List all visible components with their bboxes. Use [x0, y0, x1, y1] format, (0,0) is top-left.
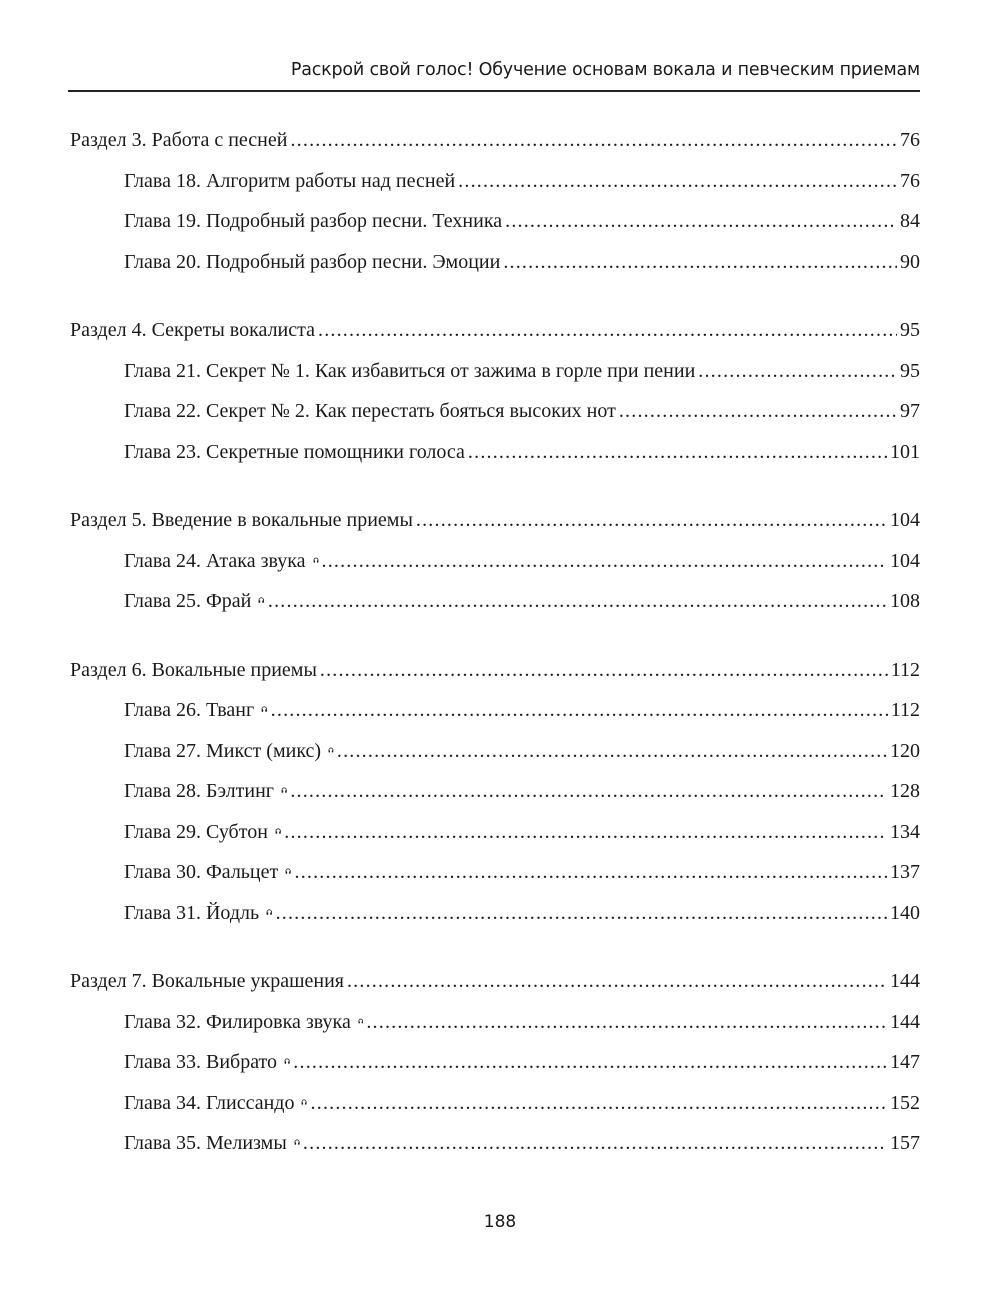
toc-section-entry[interactable] [70, 650, 920, 691]
toc-chapter-entry[interactable] [70, 351, 920, 392]
toc-page-number: 84 [900, 210, 920, 232]
toc-chapter-title: Глава 32. Филировка звука [124, 1010, 351, 1033]
toc-chapter-entry[interactable] [70, 690, 920, 731]
dot-leader [322, 541, 888, 582]
toc-page-number: 144 [890, 970, 920, 992]
toc-chapter-title: Глава 25. Фрай [124, 590, 252, 612]
toc-chapter-title: Глава 22. Секрет № 2. Как перестать бояться высоких нот [124, 400, 616, 422]
toc-chapter-title: Глава 29. Субтон [124, 820, 268, 843]
toc-chapter-entry[interactable] [70, 432, 920, 473]
dot-leader [458, 161, 897, 202]
toc-chapter-entry[interactable] [70, 893, 920, 934]
toc-page-number: 76 [900, 129, 920, 151]
dot-leader [271, 690, 888, 731]
toc-chapter-title: Глава 19. Подробный разбор песни. Техника [124, 210, 503, 232]
toc-section-entry[interactable] [70, 500, 920, 541]
headphones-icon [275, 824, 281, 838]
toc-page-number: 137 [890, 861, 920, 883]
toc-page-number: 128 [890, 780, 920, 802]
toc-section-title: Раздел 7. Вокальные украшения [70, 970, 344, 992]
toc-chapter-title: Глава 18. Алгоритм работы над песней [124, 169, 456, 192]
toc-section-title: Раздел 5. Введение в вокальные приемы [70, 509, 413, 531]
toc-page-number: 97 [900, 400, 920, 422]
toc-chapter-title: Глава 34. Глиссандо [124, 1091, 295, 1114]
toc-page-number: 112 [890, 699, 920, 721]
toc-chapter-title: Глава 20. Подробный разбор песни. Эмоции [124, 250, 501, 273]
dot-leader [416, 500, 887, 541]
toc-section [70, 961, 920, 1164]
toc-section [70, 120, 920, 282]
toc-chapter-title: Глава 23. Секретные помощники голоса [124, 440, 465, 463]
headphones-icon [358, 1014, 364, 1028]
toc-chapter-entry[interactable] [70, 391, 920, 432]
dot-leader [311, 1083, 887, 1124]
running-header [68, 56, 920, 92]
toc-chapter-entry[interactable] [70, 852, 920, 893]
toc-page-number: 120 [890, 739, 920, 762]
headphones-icon [285, 864, 291, 878]
toc-chapter-entry[interactable] [70, 581, 920, 622]
toc-page-number: 104 [890, 509, 920, 531]
toc-chapter-entry[interactable] [70, 161, 920, 202]
toc-section-entry[interactable] [70, 120, 920, 161]
toc-chapter-title: Глава 33. Вибрато [124, 1051, 278, 1073]
toc-page-number: 95 [900, 359, 920, 382]
dot-leader [619, 391, 897, 432]
dot-leader [320, 650, 888, 691]
dot-leader [295, 852, 888, 893]
toc-chapter-entry[interactable] [70, 1083, 920, 1124]
toc-page-number: 101 [890, 440, 920, 463]
toc-section-title: Раздел 3. Работа с песней [70, 129, 288, 151]
toc-chapter-entry[interactable] [70, 1042, 920, 1083]
dot-leader [337, 731, 887, 772]
dot-leader [284, 812, 887, 853]
toc-section-title: Раздел 4. Секреты вокалиста [70, 319, 315, 341]
toc-section-entry[interactable] [70, 310, 920, 351]
toc-chapter-title: Глава 28. Бэлтинг [124, 780, 275, 802]
headphones-icon [328, 743, 334, 757]
headphones-icon [266, 905, 272, 919]
toc-page-number: 112 [890, 658, 920, 681]
dot-leader [468, 432, 887, 473]
toc-chapter-entry[interactable] [70, 731, 920, 772]
toc-page-number: 152 [890, 1091, 920, 1114]
table-of-contents [70, 120, 920, 1192]
toc-chapter-title: Глава 26. Тванг [124, 699, 255, 721]
headphones-icon [294, 1135, 300, 1149]
toc-section-title: Раздел 6. Вокальные приемы [70, 658, 317, 681]
toc-chapter-entry[interactable] [70, 1123, 920, 1164]
dot-leader [366, 1002, 887, 1043]
toc-chapter-title: Глава 30. Фальцет [124, 861, 279, 883]
toc-page-number: 140 [890, 901, 920, 924]
dot-leader [303, 1123, 887, 1164]
toc-chapter-entry[interactable] [70, 242, 920, 283]
toc-chapter-entry[interactable] [70, 1002, 920, 1043]
dot-leader [293, 1042, 887, 1083]
headphones-icon [313, 553, 319, 567]
dot-leader [318, 310, 897, 351]
toc-chapter-title: Глава 27. Микст (микс) [124, 739, 322, 762]
toc-section [70, 310, 920, 472]
dot-leader [347, 961, 887, 1002]
toc-section [70, 500, 920, 622]
toc-chapter-entry[interactable] [70, 541, 920, 582]
running-header-title: Раскрой свой голос! Обучение основам вокала и певческим приемам [290, 60, 920, 80]
headphones-icon [301, 1095, 307, 1109]
toc-chapter-title: Глава 35. Мелизмы [124, 1132, 287, 1154]
headphones-icon [284, 1054, 290, 1068]
toc-chapter-title: Глава 24. Атака звука [124, 549, 306, 572]
toc-page-number: 157 [890, 1132, 920, 1154]
dot-leader [290, 771, 887, 812]
toc-page-number: 108 [890, 590, 920, 612]
toc-section [70, 650, 920, 934]
toc-page-number: 76 [900, 169, 920, 192]
toc-page-number: 144 [890, 1010, 920, 1033]
headphones-icon [258, 593, 265, 607]
dot-leader [505, 201, 897, 242]
toc-page-number: 134 [890, 820, 920, 843]
toc-page-number: 90 [900, 250, 920, 273]
toc-chapter-entry[interactable] [70, 771, 920, 812]
dot-leader [698, 351, 897, 392]
toc-page-number: 95 [900, 319, 920, 341]
toc-page-number: 147 [890, 1051, 920, 1073]
headphones-icon [261, 702, 268, 716]
dot-leader [268, 581, 887, 622]
toc-chapter-title: Глава 31. Йодль [124, 901, 260, 924]
headphones-icon [281, 783, 287, 797]
toc-chapter-entry[interactable] [70, 812, 920, 853]
dot-leader [290, 120, 897, 161]
page-number: 188 [483, 1212, 517, 1232]
dot-leader [276, 893, 887, 934]
toc-section-entry[interactable] [70, 961, 920, 1002]
toc-chapter-entry[interactable] [70, 201, 920, 242]
toc-chapter-title: Глава 21. Секрет № 1. Как избавиться от зажима в горле при пении [124, 359, 696, 382]
dot-leader [503, 242, 897, 283]
toc-page-number: 104 [890, 549, 920, 572]
